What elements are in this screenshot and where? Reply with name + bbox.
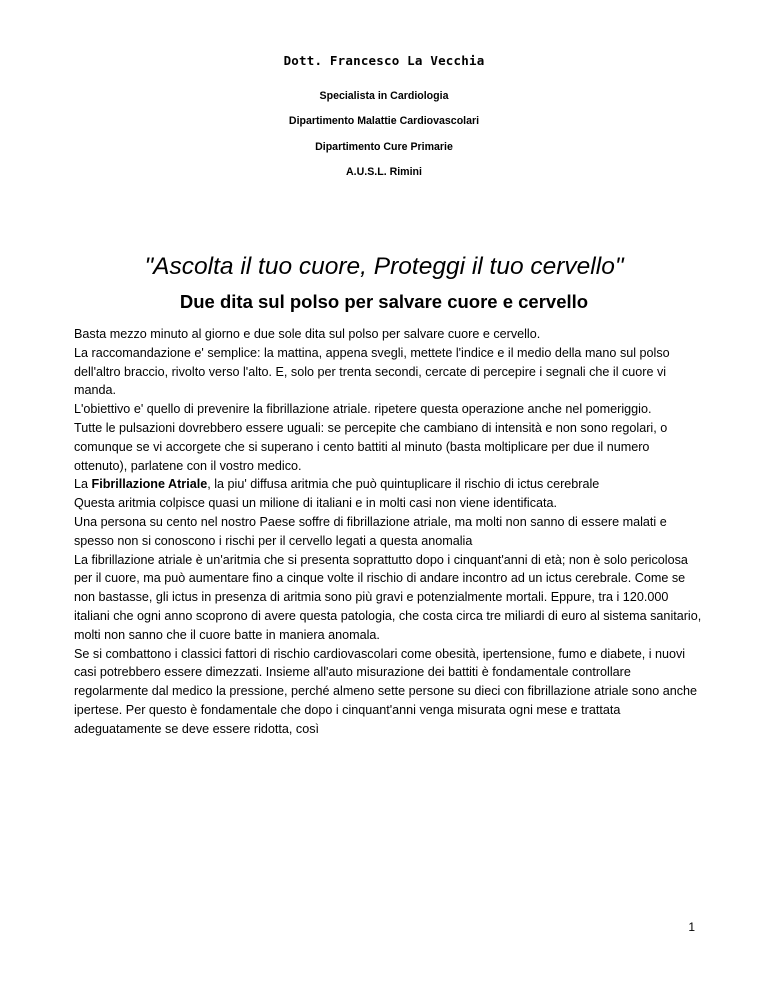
document-title: "Ascolta il tuo cuore, Proteggi il tuo cervello" [144,253,624,280]
paragraph: Se si combattono i classici fattori di rischio cardiovascolari come obesità, ipertensione, fumo e diabete, i nuovi casi potrebbero essere dimezzati. Insieme all'auto misurazione dei battiti è fondamentale controllare regolarmente dal medico la pressione, perché almeno sette persone su dieci con fibrillazione atriale sono anche ipertese. Per questo è fondamentale che dopo i cinquant'anni venga misurata ogni mese e trattata adeguatamente se deve essere ridotta, così [74,646,698,736]
paragraph: Basta mezzo minuto al giorno e due sole dita sul polso per salvare cuore e cervello. [74,327,541,341]
document-subtitle: Due dita sul polso per salvare cuore e cervello [179,291,589,312]
paragraph: La fibrillazione atriale è un'aritmia che si presenta soprattutto dopo i cinquant'anni di età; non è solo pericolosa per il cuore, ma può aumentare fino a cinque volte il rischio di andare incontro ad un ictus cerebrale. Come se non bastasse, gli ictus in presenza di aritmia sono più gravi e potenzialmente mortali. Eppure, tra i 120.000 italiani che ogni anno scoprono di avere questa patologia, che costa circa tre miliardi di euro al sistema sanitario, molti non sanno che il cuore batte in maniera anomala. [74,552,702,642]
paragraph-fibrillazione [74,475,704,494]
affiliation-health-authority: A.U.S.L. Rimini [346,166,422,178]
paragraph: Una persona su cento nel nostro Paese soffre di fibrillazione atriale, ma molti non sanno di essere malati e spesso non si conoscono i rischi per il cervello legati a questa anomalia [74,514,667,548]
page-number: 1 [688,920,695,934]
paragraph: Questa aritmia colpisce quasi un milione di italiani e in molti casi non viene identificata. [74,496,558,511]
paragraph: Tutte le pulsazioni dovrebbero essere uguali: se percepite che cambiano di intensità e non sono regolari, o comunque se vi accorgete che si superano i cento battiti al minuto (basta moltiplicare per due il numero ottenuto), parlatene con il vostro medico. [74,420,668,473]
bold-term: Fibrillazione Atriale [91,477,208,492]
article-body [74,325,704,739]
author-name: Dott. Francesco La Vecchia [283,53,485,68]
paragraph-suffix: , la piu' diffusa aritmia che può quintuplicare il rischio di ictus cerebrale [207,477,600,492]
affiliation-department-cardiovascular: Dipartimento Malattie Cardiovascolari [288,115,480,127]
affiliation-specialty: Specialista in Cardiologia [319,90,449,102]
paragraph: La raccomandazione e' semplice: la mattina, appena svegli, mettete l'indice e il medio della mano sul polso dell'altro braccio, rivolto verso l'alto. E, solo per trenta secondi, cercate di percepire i segnali che il cuore vi manda. [74,345,670,398]
paragraph-prefix: La [74,477,92,492]
affiliation-department-primary-care: Dipartimento Cure Primarie [315,141,453,153]
paragraph: L'obiettivo e' quello di prevenire la fibrillazione atriale. ripetere questa operazione anche nel pomeriggio. [74,402,652,417]
